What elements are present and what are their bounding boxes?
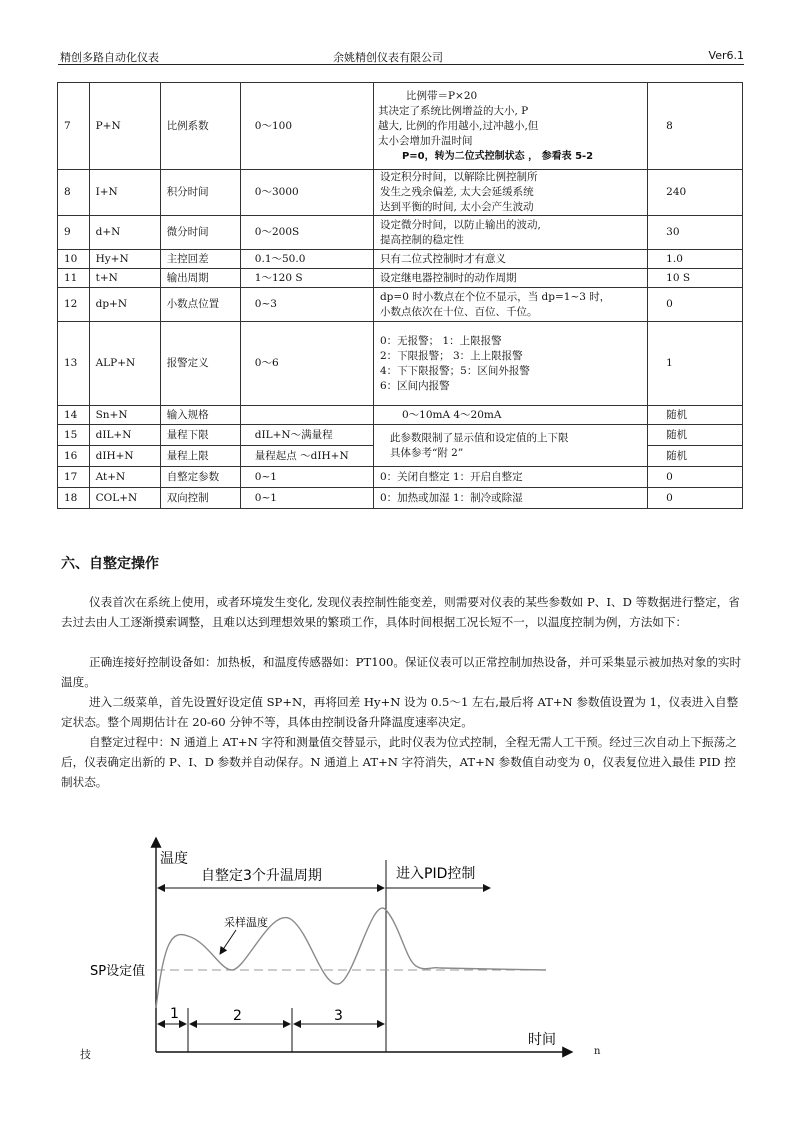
paragraph-setup: 进入二级菜单，首先设置好设定值 SP+N，再将回差 Hy+N 设为 0.5～1 左右,最后将 AT+N 参数值设置为 1，仪表进入自整定状态。整个周期估计在 20-60 分钟不等，具体由控制设备升降温度速率决定。	[61, 695, 739, 729]
param-description	[373, 488, 647, 509]
desc-line: 设定继电器控制时的动作周期	[379, 271, 517, 284]
param-range: 0~3	[240, 288, 373, 322]
desc-line: 太小会增加升温时间	[377, 134, 473, 147]
desc-line: 具体参考“附 2”	[389, 446, 464, 459]
paragraph-intro: 仪表首次在系统上使用，或者环境发生变化, 发现仪表控制性能变差，则需要对仪表的某些参数如 P、I、D 等数据进行整定，省去过去由人工逐渐摸索调整，且难以达到理想效果的繁琐工作，具体时间根据工况长短不一，以温度控制为例，方法如下：	[61, 595, 740, 629]
param-description	[373, 250, 647, 269]
period-label-1: 1	[170, 1006, 179, 1022]
y-axis-label: 温度	[160, 851, 188, 867]
param-range: 0~1	[240, 488, 373, 509]
row-number: 10	[58, 250, 90, 269]
param-code: I+N	[89, 170, 160, 216]
param-range: 量程起点 ～dIH+N	[240, 446, 373, 467]
pid-control-label: 进入PID控制	[396, 866, 476, 882]
autotune-span-label: 自整定3个升温周期	[201, 868, 322, 884]
param-description-merged	[373, 425, 647, 467]
section-title: 六、自整定操作	[61, 556, 159, 572]
row-number: 8	[58, 170, 90, 216]
desc-line: 2：下限报警； 3：上上限报警	[379, 349, 523, 362]
param-name: 双向控制	[160, 488, 240, 509]
param-name: 自整定参数	[160, 467, 240, 488]
table-row	[58, 406, 743, 425]
sp-label: SP设定值	[90, 964, 146, 979]
param-name: 比例系数	[160, 83, 240, 170]
desc-line: 设定积分时间，以解除比例控制所	[379, 171, 538, 183]
row-number: 18	[58, 488, 90, 509]
desc-line: 0：加热或加湿 1：制冷或除湿	[379, 491, 523, 504]
table-row	[58, 467, 743, 488]
param-name: 报警定义	[160, 322, 240, 406]
param-code: dIH+N	[89, 446, 160, 467]
param-description	[373, 322, 647, 406]
header-company: 余姚精创仪表有限公司	[333, 51, 443, 64]
desc-line: 越大, 比例的作用越小,过冲越小,但	[377, 119, 539, 132]
page-header	[58, 44, 744, 65]
param-default: 0	[648, 467, 743, 488]
desc-line: 4：下下限报警；5：区间外报警	[379, 364, 530, 377]
desc-bold-note: P=0，转为二位式控制状态 ， 参看表 5-2	[401, 150, 594, 162]
sample-temp-pointer	[220, 930, 236, 954]
param-range: 0～3000	[240, 170, 373, 216]
param-default: 8	[648, 83, 743, 170]
param-name: 输入规格	[160, 406, 240, 425]
param-default: 0	[648, 488, 743, 509]
row-number: 11	[58, 269, 90, 288]
desc-line: 设定微分时间，以防止输出的波动,	[379, 218, 541, 231]
desc-line: 提高控制的稳定性	[379, 233, 464, 246]
parameter-table	[57, 82, 743, 509]
param-default: 1	[648, 322, 743, 406]
row-number: 13	[58, 322, 90, 406]
desc-line: 只有二位式控制时才有意义	[379, 252, 506, 265]
param-default: 随机	[648, 446, 743, 467]
param-default: 1.0	[648, 250, 743, 269]
desc-line: 其决定了系统比例增益的大小, P	[377, 104, 529, 117]
param-range	[240, 406, 373, 425]
desc-line: 小数点依次在十位、百位、千位。	[379, 305, 538, 318]
param-code: Hy+N	[89, 250, 160, 269]
paragraph-process: 自整定过程中：N 通道上 AT+N 字符和测量值交替显示，此时仪表为位式控制，全程无需人工干预。经过三次自动上下振荡之后，仪表确定出新的 P、I、D 参数并自动保存。N 通道上 AT+N 字符消失，AT+N 参数值自动变为 0，仪表复位进入最佳 PID 控制状态。	[61, 735, 737, 789]
param-default: 240	[648, 170, 743, 216]
param-code: t+N	[89, 269, 160, 288]
row-number: 7	[58, 83, 90, 170]
param-range: 1～120 S	[240, 269, 373, 288]
param-code: P+N	[89, 83, 160, 170]
param-description	[373, 216, 647, 250]
table-row	[58, 170, 743, 216]
temperature-curve	[156, 908, 546, 1008]
param-code: d+N	[89, 216, 160, 250]
footer-right: n	[594, 1046, 601, 1057]
param-code: dIL+N	[89, 425, 160, 446]
param-name: 量程下限	[160, 425, 240, 446]
param-default: 随机	[648, 425, 743, 446]
table-row	[58, 269, 743, 288]
row-number: 17	[58, 467, 90, 488]
sample-temp-label: 采样温度	[224, 916, 268, 929]
paragraph-connect: 正确连接好控制设备如：加热板，和温度传感器如：PT100。保证仪表可以正常控制加热设备，并可采集显示被加热对象的实时温度。	[61, 655, 742, 689]
row-number: 12	[58, 288, 90, 322]
desc-line: 0～10mA 4～20mA	[401, 408, 502, 421]
desc-line: 0：关闭自整定 1：开启自整定	[379, 470, 523, 483]
param-name: 量程上限	[160, 446, 240, 467]
table-row	[58, 488, 743, 509]
param-name: 输出周期	[160, 269, 240, 288]
row-number: 16	[58, 446, 90, 467]
param-default: 30	[648, 216, 743, 250]
period-label-3: 3	[334, 1008, 343, 1024]
param-code: COL+N	[89, 488, 160, 509]
autotune-chart	[60, 830, 620, 1070]
param-default: 0	[648, 288, 743, 322]
param-name: 小数点位置	[160, 288, 240, 322]
param-description	[373, 170, 647, 216]
param-range: 0.1～50.0	[240, 250, 373, 269]
param-description	[373, 269, 647, 288]
desc-line: 6：区间内报警	[379, 379, 450, 392]
param-code: dp+N	[89, 288, 160, 322]
desc-line: 此参数限制了显示值和设定值的上下限	[389, 431, 569, 444]
param-name: 微分时间	[160, 216, 240, 250]
param-description	[373, 406, 647, 425]
param-range: 0～100	[240, 83, 373, 170]
param-name: 积分时间	[160, 170, 240, 216]
row-number: 15	[58, 425, 90, 446]
param-default: 随机	[648, 406, 743, 425]
table-row	[58, 425, 743, 446]
desc-line: 0：无报警； 1：上限报警	[379, 334, 502, 347]
row-number: 14	[58, 406, 90, 425]
param-range: dIL+N～满量程	[240, 425, 373, 446]
param-range: 0～6	[240, 322, 373, 406]
table-row	[58, 322, 743, 406]
row-number: 9	[58, 216, 90, 250]
header-product: 精创多路自动化仪表	[60, 51, 159, 64]
table-row	[58, 83, 743, 170]
table-row	[58, 288, 743, 322]
table-row	[58, 250, 743, 269]
desc-line: 发生之残余偏差, 太大会延缓系统	[379, 186, 534, 198]
param-code: ALP+N	[89, 322, 160, 406]
table-row	[58, 216, 743, 250]
param-code: Sn+N	[89, 406, 160, 425]
desc-line: 达到平衡的时间, 太小会产生波动	[379, 201, 534, 213]
param-range: 0～200S	[240, 216, 373, 250]
header-version: Ver6.1	[708, 49, 744, 62]
x-axis-label: 时间	[528, 1032, 556, 1048]
period-label-2: 2	[233, 1008, 242, 1024]
param-range: 0~1	[240, 467, 373, 488]
param-description	[373, 83, 647, 170]
param-default: 10 S	[648, 269, 743, 288]
desc-line: 比例带＝P×20	[405, 89, 478, 102]
param-code: At+N	[89, 467, 160, 488]
footer-left: 技	[80, 1048, 91, 1061]
desc-line: dp=0 时小数点在个位不显示，当 dp=1~3 时，	[379, 290, 611, 303]
param-name: 主控回差	[160, 250, 240, 269]
param-description	[373, 467, 647, 488]
param-description	[373, 288, 647, 322]
